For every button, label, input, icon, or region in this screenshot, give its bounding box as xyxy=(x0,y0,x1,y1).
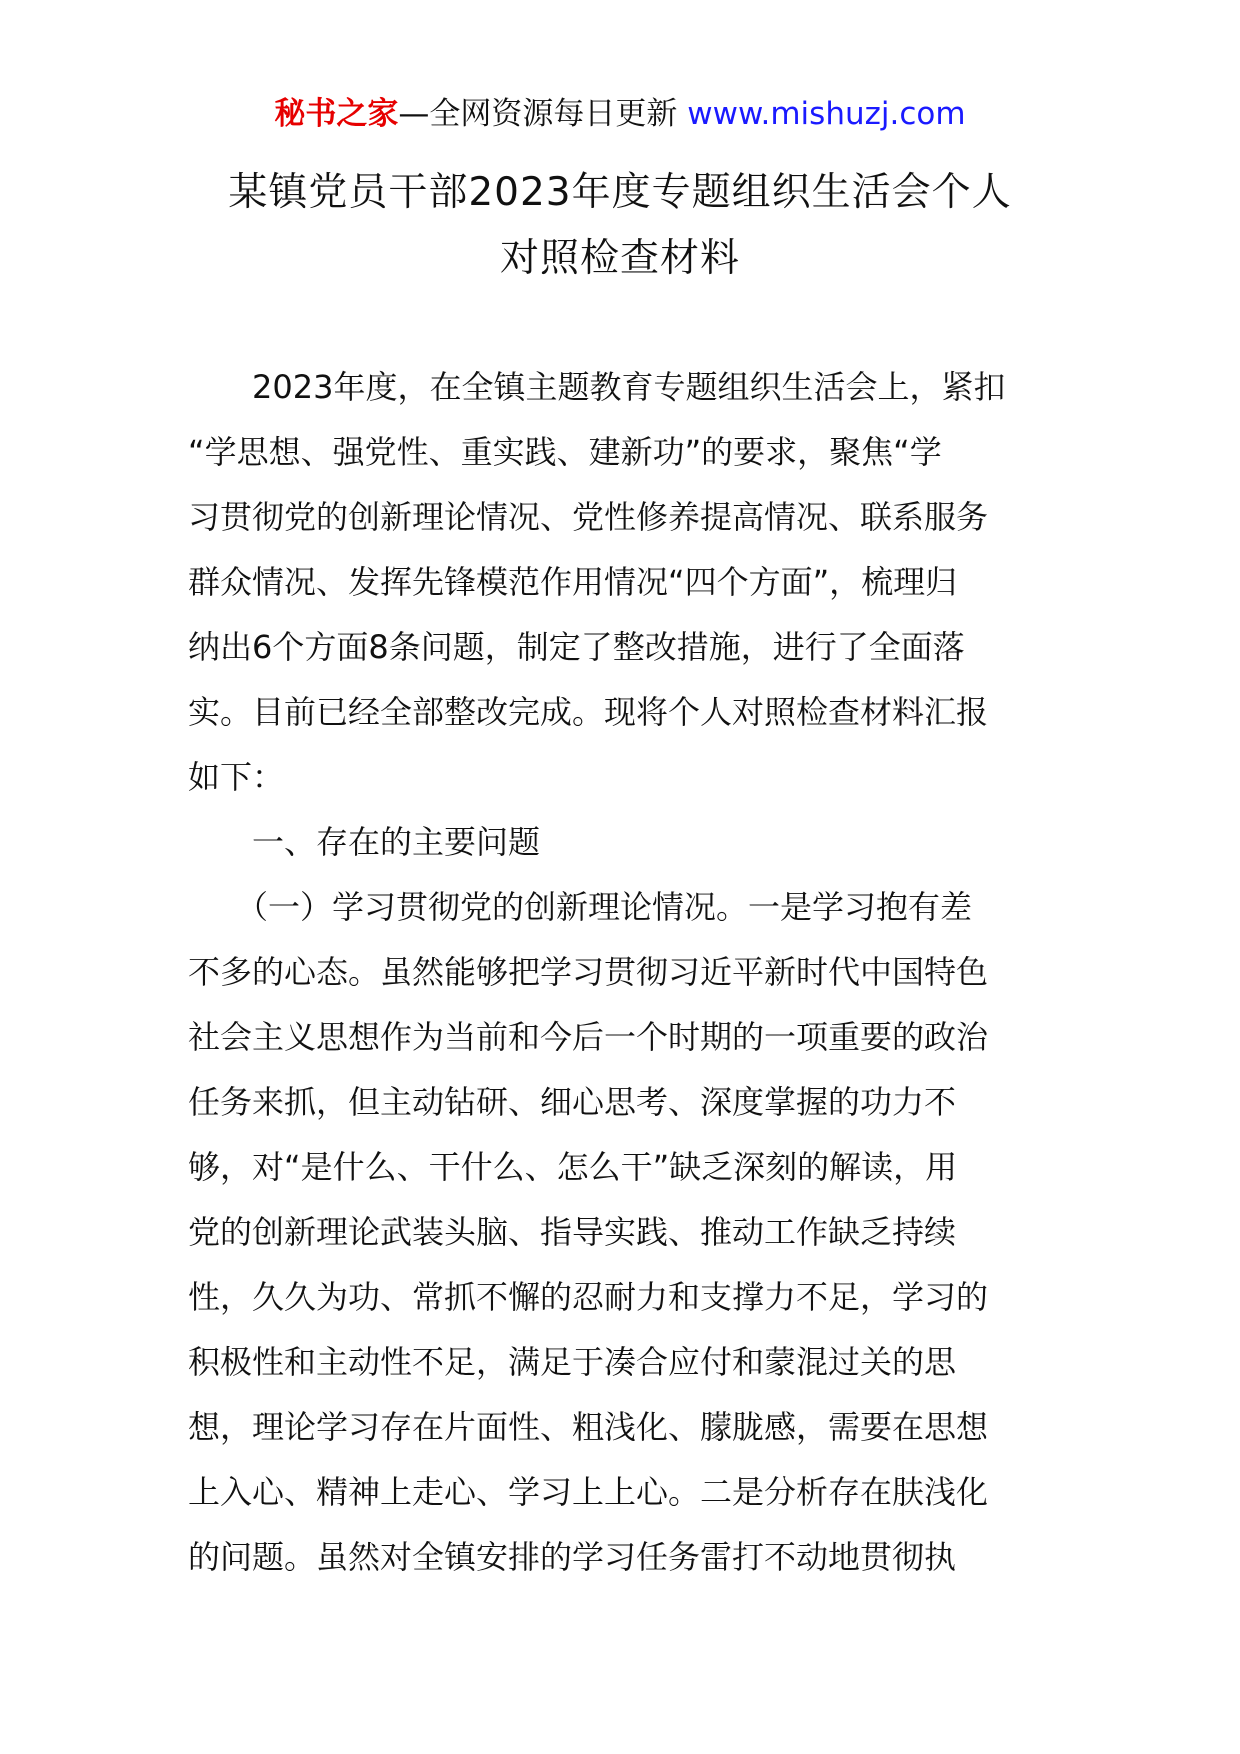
body-line: 性，久久为功、常抓不懈的忍耐力和支撑力不足，学习的 xyxy=(188,1278,989,1316)
body-line: 的问题。虽然对全镇安排的学习任务雷打不动地贯彻执 xyxy=(188,1538,957,1576)
body-line: 习贯彻党的创新理论情况、党性修养提高情况、联系服务 xyxy=(188,498,989,536)
body-line: 如下： xyxy=(188,758,285,796)
body-line: 党的创新理论武装头脑、指导实践、推动工作缺乏持续 xyxy=(188,1213,957,1251)
document-title xyxy=(0,160,1240,292)
body-line: 群众情况、发挥先锋模范作用情况“四个方面”，梳理归 xyxy=(188,563,958,601)
body-line: 想，理论学习存在片面性、粗浅化、朦胧感，需要在思想 xyxy=(188,1408,989,1446)
body-line: （一）学习贯彻党的创新理论情况。一是学习抱有差 xyxy=(188,888,973,926)
body-line: 任务来抓，但主动钻研、细心思考、深度掌握的功力不 xyxy=(188,1083,957,1121)
watermark-header xyxy=(0,92,1240,136)
section-heading: 一、存在的主要问题 xyxy=(188,823,541,861)
brand-name: 秘书之家 xyxy=(274,96,399,132)
title-line: 对照检查材料 xyxy=(499,236,740,281)
title-line: 某镇党员干部2023年度专题组织生活会个人 xyxy=(228,170,1012,215)
body-line: 纳出6个方面8条问题，制定了整改措施，进行了全面落 xyxy=(188,628,965,666)
body-line: 社会主义思想作为当前和今后一个时期的一项重要的政治 xyxy=(188,1018,989,1056)
body-line: 够，对“是什么、干什么、怎么干”缺乏深刻的解读，用 xyxy=(188,1148,958,1186)
header-tagline: —全网资源每日更新 xyxy=(398,96,688,132)
body-line: 实。目前已经全部整改完成。现将个人对照检查材料汇报 xyxy=(188,693,989,731)
body-line: “学思想、强党性、重实践、建新功”的要求，聚焦“学 xyxy=(188,433,942,471)
document-body xyxy=(188,355,1054,1590)
header-url: www.mishuzj.com xyxy=(687,96,966,132)
body-line: 不多的心态。虽然能够把学习贯彻习近平新时代中国特色 xyxy=(188,953,989,991)
body-line: 上入心、精神上走心、学习上上心。二是分析存在肤浅化 xyxy=(188,1473,989,1511)
body-line: 积极性和主动性不足，满足于凑合应付和蒙混过关的思 xyxy=(188,1343,957,1381)
body-line: 2023年度，在全镇主题教育专题组织生活会上，紧扣 xyxy=(188,368,1006,406)
